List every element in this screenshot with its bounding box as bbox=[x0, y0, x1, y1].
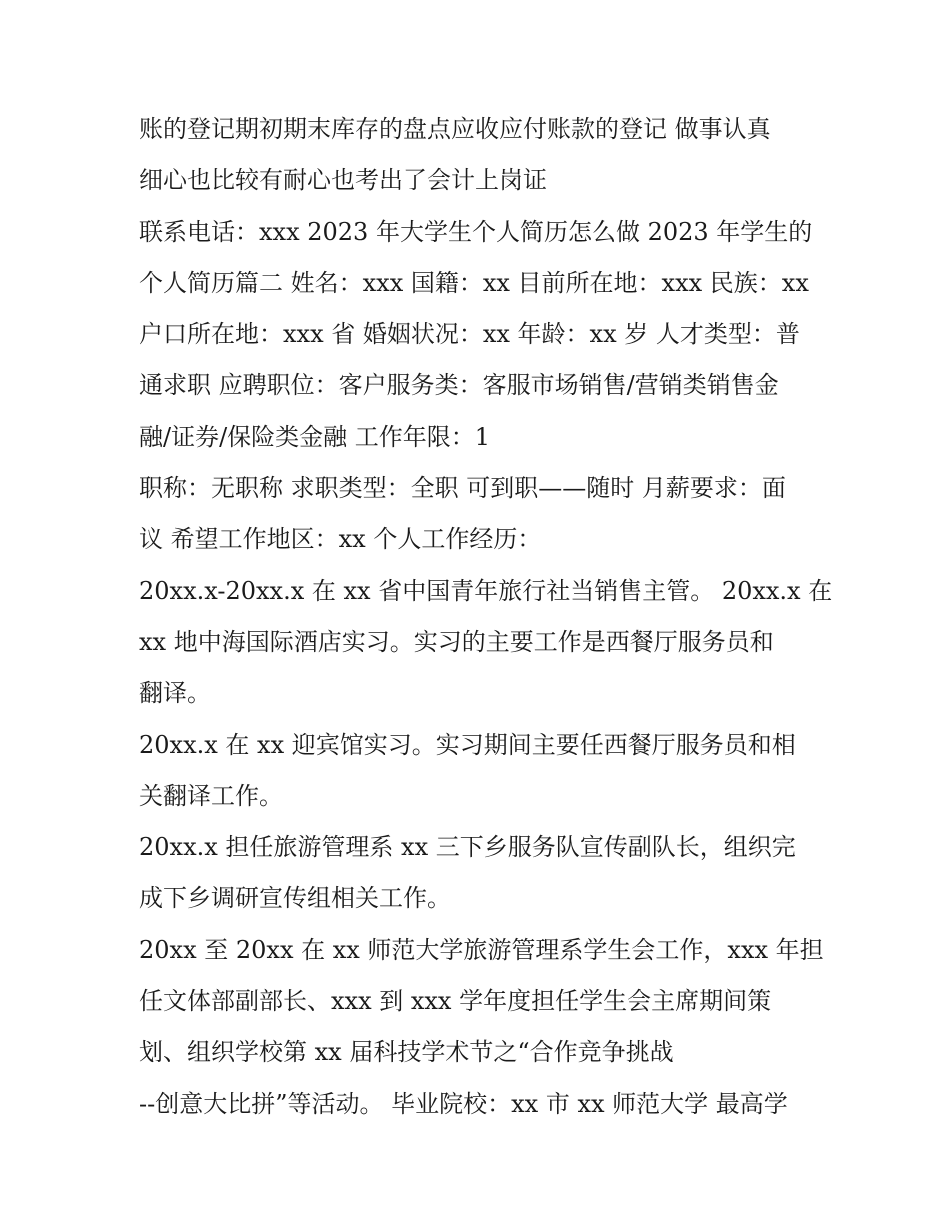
text-line: --创意大比拼”等活动。 毕业院校：xx 市 xx 师范大学 最高学 bbox=[139, 1089, 788, 1118]
text-line: xx 地中海国际酒店实习。实习的主要工作是西餐厅服务员和 bbox=[139, 627, 774, 656]
text-line: 翻译。 bbox=[139, 679, 211, 708]
text-line: 账的登记期初期末库存的盘点应收应付账款的登记 做事认真 bbox=[139, 115, 771, 143]
text-line: 关翻译工作。 bbox=[139, 781, 283, 810]
text-line: 通求职 应聘职位：客户服务类：客服市场销售/营销类销售金 bbox=[139, 371, 779, 400]
text-line: 细心也比较有耐心也考出了会计上岗证 bbox=[139, 166, 547, 195]
text-line: 融/证券/保险类金融 工作年限：1 bbox=[139, 422, 491, 451]
text-line: 20xx.x 在 xx 迎宾馆实习。实习期间主要任西餐厅服务员和相 bbox=[139, 730, 796, 759]
text-line: 20xx 至 20xx 在 xx 师范大学旅游管理系学生会工作，xxx 年担 bbox=[139, 935, 824, 964]
text-line: 20xx.x-20xx.x 在 xx 省中国青年旅行社当销售主管。 20xx.x 在 bbox=[139, 576, 833, 605]
text-line: 划、组织学校第 xx 届科技学术节之“合作竞争挑战 bbox=[139, 1038, 674, 1067]
text-line: 联系电话：xxx 2023 年大学生个人简历怎么做 2023 年学生的 bbox=[139, 217, 813, 246]
document-body bbox=[139, 104, 833, 1130]
text-line: 20xx.x 担任旅游管理系 xx 三下乡服务队宣传副队长，组织完 bbox=[139, 833, 796, 862]
text-line: 户口所在地：xxx 省 婚姻状况：xx 年龄：xx 岁 人才类型：普 bbox=[139, 320, 800, 349]
text-line: 议 希望工作地区：xx 个人工作经历： bbox=[139, 525, 542, 554]
text-line: 任文体部副部长、xxx 到 xxx 学年度担任学生会主席期间策 bbox=[139, 987, 772, 1016]
text-line: 职称：无职称 求职类型：全职 可到职——随时 月薪要求：面 bbox=[139, 474, 786, 503]
text-line: 成下乡调研宣传组相关工作。 bbox=[139, 884, 451, 913]
text-line: 个人简历篇二 姓名：xxx 国籍：xx 目前所在地：xxx 民族：xx bbox=[139, 268, 809, 297]
